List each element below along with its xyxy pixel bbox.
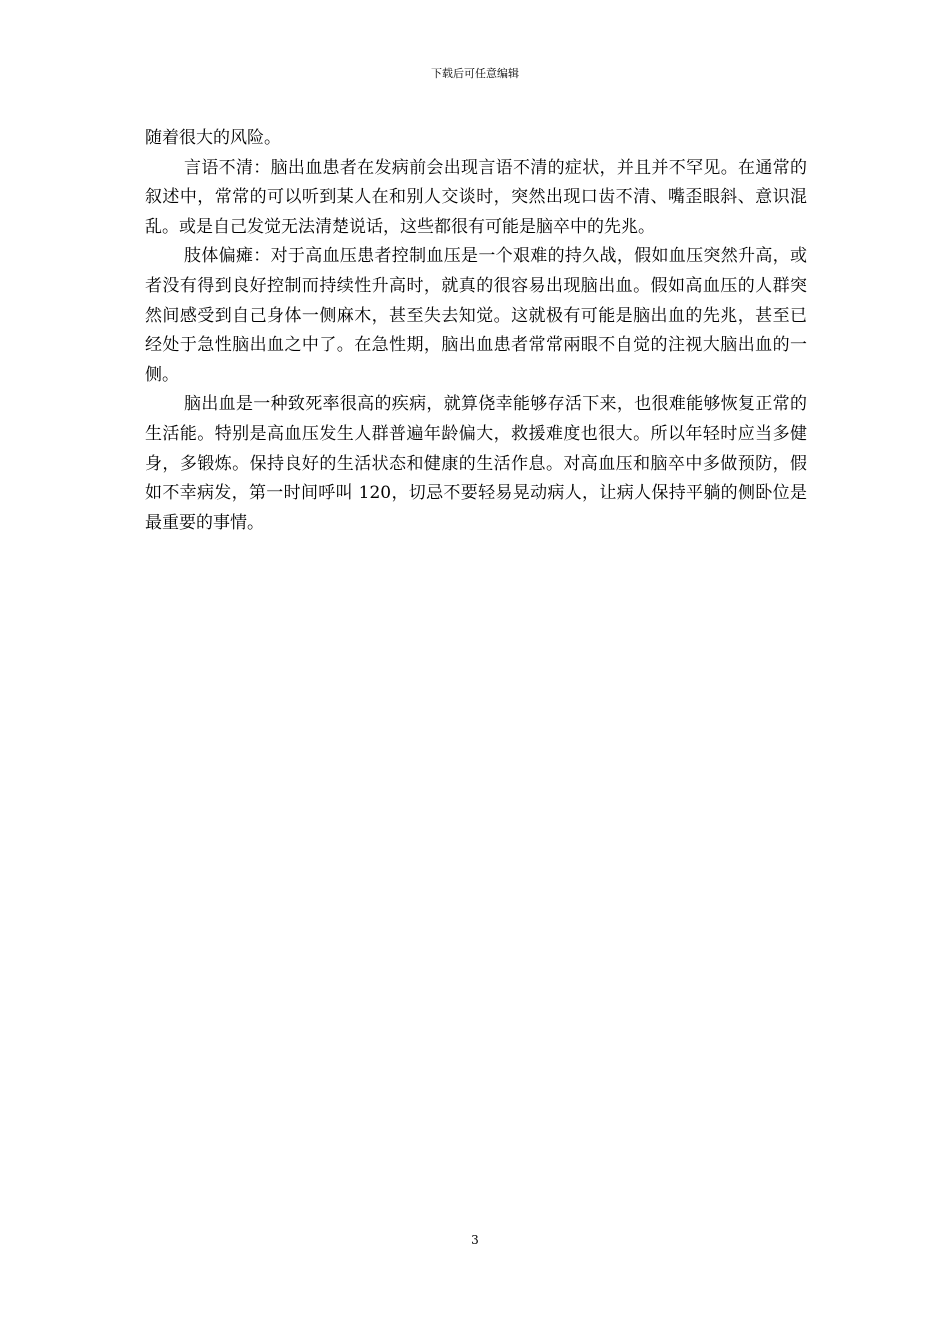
document-body (145, 124, 807, 538)
paragraph-conclusion: 脑出血是一种致死率很高的疾病，就算侥幸能够存活下来，也很难能够恢复正常的生活能。特别是高血压发生人群普遍年龄偏大，救援难度也很大。所以年轻时应当多健身，多锻炼。保持良好的生活状态和健康的生活作息。对高血压和脑卒中多做预防，假如不幸病发，第一时间呼叫 120，切忌不要轻易晃动病人，让病人保持平躺的侧卧位是最重要的事情。 (145, 394, 807, 533)
page-number: 3 (471, 1233, 479, 1247)
paragraph-speech-unclear: 言语不清：脑出血患者在发病前会出现言语不清的症状，并且并不罕见。在通常的叙述中，常常的可以听到某人在和别人交谈时，突然出现口齿不清、嘴歪眼斜、意识混乱。或是自己发觉无法清楚说话，这些都很有可能是脑卒中的先兆。 (145, 157, 807, 237)
paragraph-continuation: 随着很大的风险。 (145, 128, 281, 148)
page-header: 下载后可任意编辑 (431, 67, 519, 80)
paragraph-hemiplegia: 肢体偏瘫：对于高血压患者控制血压是一个艰难的持久战，假如血压突然升高，或者没有得到良好控制而持续性升高时，就真的很容易出现脑出血。假如高血压的人群突然间感受到自己身体一侧麻木，甚至失去知觉。这就极有可能是脑出血的先兆，甚至已经处于急性脑出血之中了。在急性期，脑出血患者常常兩眼不自觉的注视大脑出血的一侧。 (145, 246, 807, 385)
